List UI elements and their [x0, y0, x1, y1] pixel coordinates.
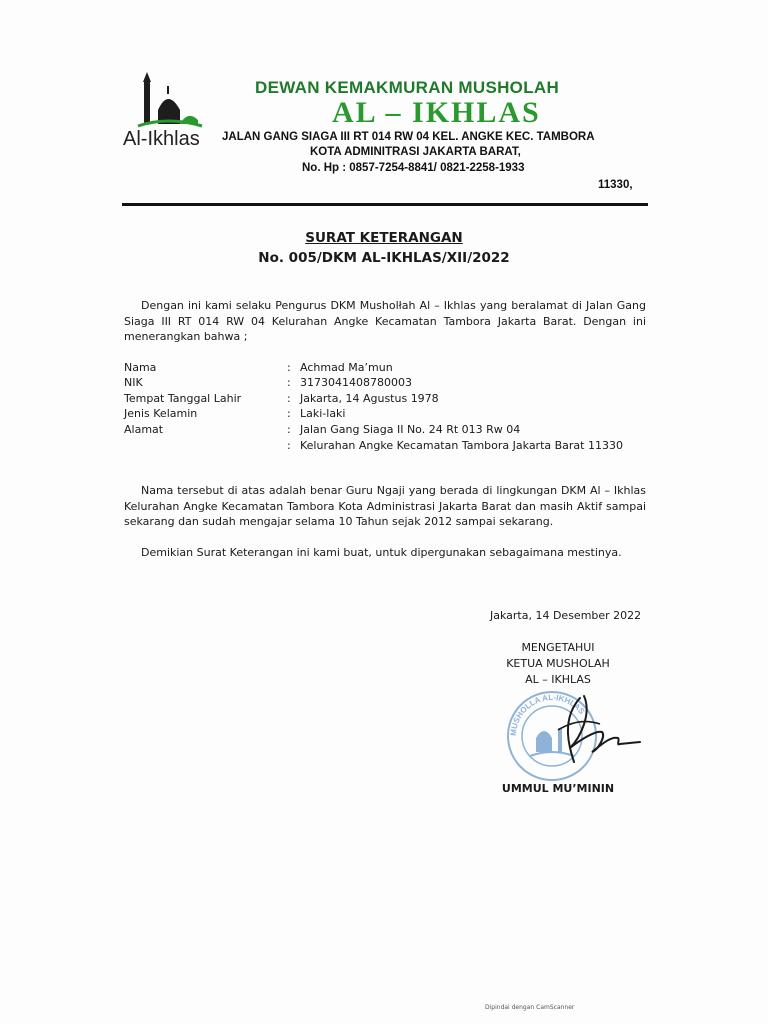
field-label: Nama: [124, 361, 157, 374]
signature-line-1: MENGETAHUI: [521, 641, 595, 654]
field-value: Kelurahan Angke Kecamatan Tambora Jakarta Barat 11330: [300, 439, 623, 452]
handwritten-signature: [540, 690, 650, 770]
phone-number: No. Hp : 0857-7254-8841/ 0821-2258-1933: [302, 162, 525, 174]
body-paragraph: Nama tersebut di atas adalah benar Guru Ngaji yang berada di lingkungan DKM Al – Ikhlas Kelurahan Angke Kecamatan Tambora Kota Administrasi Jakarta Barat dan masih Aktif sampai sekarang dan sudah mengajar selama 10 Tahun sejak 2012 sampai sekarang.: [124, 484, 646, 528]
field-value: 3173041408780003: [300, 376, 412, 389]
signature-line-3: AL – IKHLAS: [525, 673, 591, 686]
field-colon: :: [287, 392, 291, 405]
logo-text: Al-Ikhlas: [123, 128, 200, 150]
field-colon: :: [287, 439, 291, 452]
field-value: Jalan Gang Siaga II No. 24 Rt 013 Rw 04: [300, 423, 521, 436]
organization-title: AL – IKHLAS: [332, 96, 541, 129]
signature-line-2: KETUA MUSHOLAH: [506, 657, 610, 670]
header-divider: [122, 203, 648, 206]
scanner-footer: Dipindai dengan CamScanner: [485, 1004, 575, 1011]
logo: [128, 70, 208, 130]
field-value: Achmad Ma’mun: [300, 361, 393, 374]
field-label: Tempat Tanggal Lahir: [124, 392, 242, 405]
field-label: Alamat: [124, 423, 164, 436]
address-line-1: JALAN GANG SIAGA III RT 014 RW 04 KEL. ANGKE KEC. TAMBORA: [222, 131, 595, 143]
field-colon: :: [287, 361, 291, 374]
place-date: Jakarta, 14 Desember 2022: [490, 609, 642, 622]
mosque-icon: [128, 70, 208, 130]
document-title-text: SURAT KETERANGAN: [305, 230, 463, 246]
closing-paragraph: Demikian Surat Keterangan ini kami buat, untuk dipergunakan sebagaimana mestinya.: [141, 546, 622, 559]
field-label: Jenis Kelamin: [124, 407, 198, 420]
field-colon: :: [287, 407, 291, 420]
field-colon: :: [287, 423, 291, 436]
field-label: NIK: [124, 376, 143, 389]
stamp-text: MUSHOLLA AL-IKHLAS: [508, 692, 587, 737]
organization-name: DEWAN KEMAKMURAN MUSHOLAH: [255, 78, 560, 97]
document-number: No. 005/DKM AL-IKHLAS/XII/2022: [258, 250, 510, 266]
postal-code: 11330,: [598, 179, 633, 191]
address-line-2: KOTA ADMINITRASI JAKARTA BARAT,: [310, 146, 521, 158]
field-value: Laki-laki: [300, 407, 346, 420]
document-title: [0, 230, 768, 246]
field-value: Jakarta, 14 Agustus 1978: [300, 392, 439, 405]
field-colon: :: [287, 376, 291, 389]
intro-paragraph: Dengan ini kami selaku Pengurus DKM Musholłah Al – Ikhlas yang beralamat di Jalan Gang Siaga III RT 014 RW 04 Kelurahan Angke Kecamatan Tambora Jakarta Barat. Dengan ini menerangkan bahwa ;: [124, 299, 646, 343]
signer-name: UMMUL MU’MININ: [501, 782, 615, 795]
